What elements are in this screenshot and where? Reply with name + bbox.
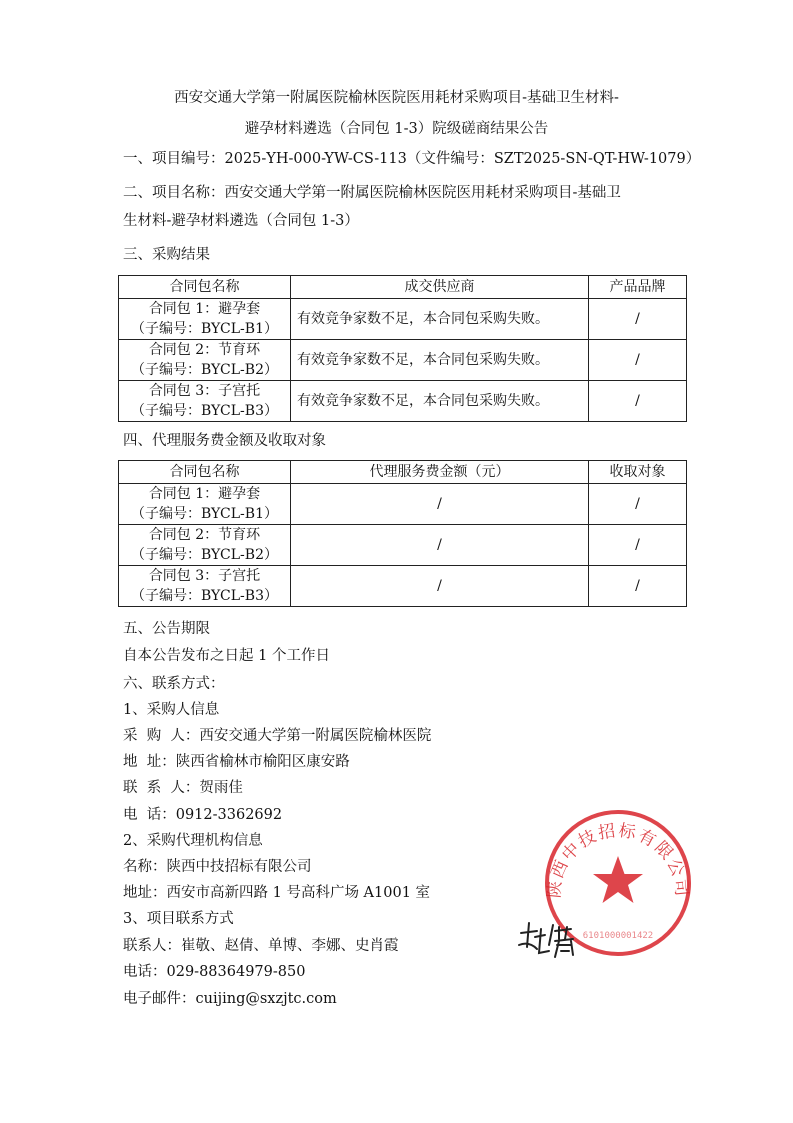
buyer-phone: 电 话：0912-3362692 bbox=[123, 807, 283, 823]
seal-text: 陕西中技招标有限公司 bbox=[544, 820, 692, 899]
procurement-result-heading: 三、采购结果 bbox=[123, 247, 210, 263]
supplier-cell: 有效竞争家数不足，本合同包采购失败。 bbox=[291, 299, 589, 340]
buyer-address: 地 址：陕西省榆林市榆阳区康安路 bbox=[123, 754, 350, 770]
announcement-period-heading: 五、公告期限 bbox=[123, 621, 210, 637]
project-contact-heading: 3、项目联系方式 bbox=[123, 911, 234, 927]
package-name: 合同包 3：子宫托 bbox=[148, 383, 261, 399]
package-code: （子编号：BYCL-B1） bbox=[131, 321, 278, 337]
supplier-cell: 有效竞争家数不足，本合同包采购失败。 bbox=[291, 340, 589, 381]
brand-cell: / bbox=[589, 381, 687, 422]
document-title-line-1: 西安交通大学第一附属医院榆林医院医用耗材采购项目-基础卫生材料- bbox=[174, 90, 619, 106]
fee-cell: / bbox=[291, 566, 589, 607]
agency-fee-table bbox=[118, 460, 687, 607]
package-code: （子编号：BYCL-B1） bbox=[131, 506, 278, 522]
agency-name: 名称：陕西中技招标有限公司 bbox=[123, 859, 312, 875]
agency-info-heading: 2、采购代理机构信息 bbox=[123, 833, 263, 849]
document-title-line-2: 避孕材料遴选（合同包 1-3）院级磋商结果公告 bbox=[244, 121, 549, 137]
fee-cell: / bbox=[291, 525, 589, 566]
package-code: （子编号：BYCL-B3） bbox=[131, 403, 278, 419]
table-row bbox=[119, 484, 687, 525]
column-header: 成交供应商 bbox=[291, 276, 589, 299]
announcement-period-text: 自本公告发布之日起 1 个工作日 bbox=[123, 648, 330, 664]
package-name-cell bbox=[119, 566, 291, 607]
seal-number: 6101000001422 bbox=[582, 931, 654, 941]
package-name-cell bbox=[119, 525, 291, 566]
brand-cell: / bbox=[589, 340, 687, 381]
package-name-cell bbox=[119, 340, 291, 381]
column-header: 合同包名称 bbox=[119, 461, 291, 484]
table-header-row bbox=[119, 276, 687, 299]
package-name-cell bbox=[119, 381, 291, 422]
table-row bbox=[119, 340, 687, 381]
fee-target-cell: / bbox=[589, 566, 687, 607]
signature-icon bbox=[515, 915, 585, 960]
buyer-name: 采 购 人：西安交通大学第一附属医院榆林医院 bbox=[123, 728, 432, 744]
supplier-cell: 有效竞争家数不足，本合同包采购失败。 bbox=[291, 381, 589, 422]
table-header-row bbox=[119, 461, 687, 484]
table-row bbox=[119, 525, 687, 566]
package-name-cell bbox=[119, 299, 291, 340]
fee-target-cell: / bbox=[589, 484, 687, 525]
package-name-cell bbox=[119, 484, 291, 525]
package-code: （子编号：BYCL-B2） bbox=[131, 547, 278, 563]
package-name: 合同包 1：避孕套 bbox=[148, 301, 261, 317]
column-header: 产品品牌 bbox=[589, 276, 687, 299]
brand-cell: / bbox=[589, 299, 687, 340]
project-name-line-1: 二、项目名称：西安交通大学第一附属医院榆林医院医用耗材采购项目-基础卫 bbox=[123, 185, 621, 201]
procurement-result-table bbox=[118, 275, 687, 422]
fee-cell: / bbox=[291, 484, 589, 525]
table-row bbox=[119, 381, 687, 422]
agency-fee-heading: 四、代理服务费金额及收取对象 bbox=[123, 433, 326, 449]
project-phone: 电话：029-88364979-850 bbox=[123, 964, 306, 980]
package-name: 合同包 3：子宫托 bbox=[148, 568, 261, 584]
buyer-info-heading: 1、采购人信息 bbox=[123, 702, 220, 718]
buyer-contact: 联 系 人：贺雨佳 bbox=[123, 780, 243, 796]
column-header: 收取对象 bbox=[589, 461, 687, 484]
package-name: 合同包 2：节育环 bbox=[148, 527, 261, 543]
package-code: （子编号：BYCL-B2） bbox=[131, 362, 278, 378]
contact-heading: 六、联系方式： bbox=[123, 676, 225, 692]
project-name-line-2: 生材料-避孕材料遴选（合同包 1-3） bbox=[123, 213, 359, 229]
fee-target-cell: / bbox=[589, 525, 687, 566]
table-row bbox=[119, 566, 687, 607]
package-code: （子编号：BYCL-B3） bbox=[131, 588, 278, 604]
project-contacts: 联系人：崔敬、赵倩、单博、李娜、史肖霞 bbox=[123, 938, 399, 954]
column-header: 合同包名称 bbox=[119, 276, 291, 299]
column-header: 代理服务费金额（元） bbox=[291, 461, 589, 484]
package-name: 合同包 1：避孕套 bbox=[148, 486, 261, 502]
table-row bbox=[119, 299, 687, 340]
agency-address: 地址：西安市高新四路 1 号高科广场 A1001 室 bbox=[123, 885, 431, 901]
project-number: 一、项目编号：2025-YH-000-YW-CS-113（文件编号：SZT2025-SN-QT-HW-1079） bbox=[123, 151, 701, 167]
package-name: 合同包 2：节育环 bbox=[148, 342, 261, 358]
project-email: 电子邮件：cuijing@sxzjtc.com bbox=[123, 991, 337, 1007]
